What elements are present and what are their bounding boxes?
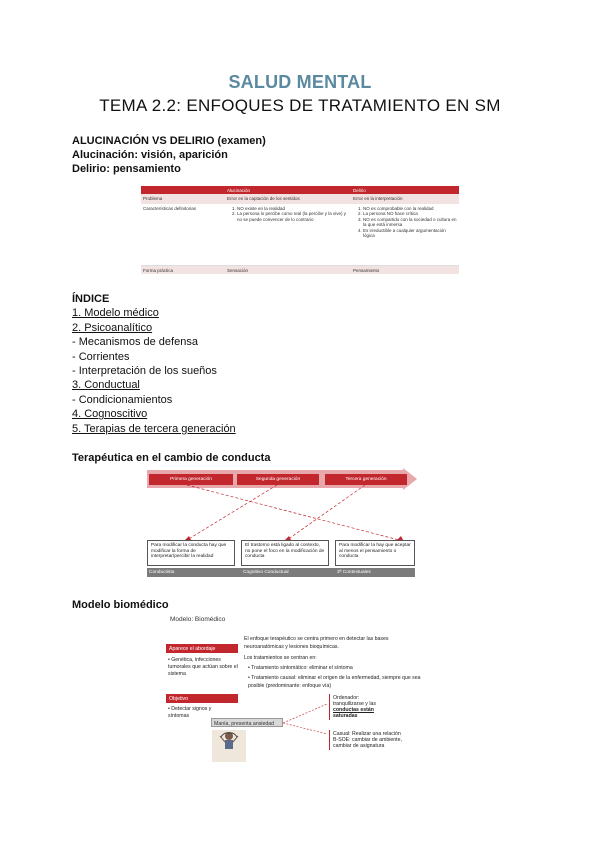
list-item: 4. Es irreductible a cualquier argumentación lógica [363, 228, 457, 239]
page-subtitle: TEMA 2.2: ENFOQUES DE TRATAMIENTO EN SM [99, 96, 501, 115]
table-cell: Error en la interpretación [353, 195, 403, 201]
table-cell: Problema [143, 195, 163, 201]
model-title: Modelo: Biomédico [170, 616, 226, 623]
table-cell: Error en la captación de los sentidos [227, 195, 300, 201]
bio-main-text: • Tratamiento sintomático: eliminar el síntoma [248, 665, 353, 671]
page-title: SALUD MENTAL [228, 72, 372, 92]
generation-footer-label: Conductista [149, 569, 175, 575]
generation-chip: Segunda generación [237, 474, 319, 485]
intro-line: Delirio: pensamiento [72, 163, 181, 175]
side-note-line: cambiar de asignatura [333, 743, 385, 749]
table-header-cell [141, 186, 225, 194]
bio-main-text: Los tratamientos se centran en: [244, 655, 317, 661]
list-item: 2. La persona NO hace crítica [363, 211, 457, 217]
index-subitem: - Interpretación de los sueños [72, 365, 217, 378]
bio-main-text: posible (predominante: enfoque vía) [248, 683, 332, 689]
table-cell: Forma práctica [143, 267, 174, 273]
index-link-behavioral[interactable]: 3. Conductual [72, 379, 140, 392]
table-cell: Pensamiento [353, 267, 380, 273]
list-item: 1. NO existe en la realidad [237, 206, 349, 212]
index-subitem: - Corrientes [72, 350, 130, 363]
table-cell: Sensación [227, 267, 249, 273]
generations-diagram [147, 468, 419, 580]
index-link-third-gen[interactable]: 5. Terapias de tercera generación [72, 422, 236, 435]
generation-footer-label: 3ª Contextuales [337, 569, 371, 575]
index-link-medical[interactable]: 1. Modelo médico [72, 307, 159, 320]
list-item: 2. La persona lo percibe como real (la percibe y la vive) y no se puede convencer de lo contrario [237, 211, 349, 222]
intro-line: Alucinación: visión, aparición [72, 149, 228, 161]
bio-left-text: • Detectar signos y síntomas [168, 706, 212, 720]
generation-footer-label: Cognitivo Conductual [243, 569, 289, 575]
index-link-psychoanalytic[interactable]: 2. Psicoanalítico [72, 321, 153, 334]
generation-box: Para modificar la hay que aceptar al menos el pensamiento o conducta [335, 540, 415, 566]
list-item: 1. NO es comprobable con la realidad [363, 206, 457, 212]
table-header-cell: Alucinación [225, 186, 351, 194]
bio-connector-lines [162, 612, 442, 762]
bio-main-text: El enfoque terapéutico se centra primero en detectar las bases [244, 636, 389, 642]
side-note-line: Ordenador: [333, 695, 360, 701]
bio-tag-box: Manía, presenta ansiedad [211, 718, 283, 727]
list-item: 3. NO es compartido con la sociedad o cultura en la que está inmersa [363, 217, 457, 228]
intro-block [72, 134, 266, 176]
index-heading: ÍNDICE [72, 293, 110, 305]
table-cell [351, 204, 459, 240]
table-cell: Características definitorias [143, 205, 197, 211]
section-heading-bio: Modelo biomédico [72, 599, 169, 611]
bio-red-bar: Objetivo [166, 694, 238, 703]
generation-chip: Primera generación [149, 474, 233, 485]
table-cell [225, 204, 351, 224]
generation-box: El trastorno está ligado al contexto, no pone el foco en la modificación de conducta [241, 540, 329, 566]
stressed-person-illustration [212, 730, 246, 762]
generation-chip: Tercera generación [325, 474, 407, 485]
biomedical-model-figure [162, 612, 442, 750]
generation-box: Para modificar la conducta hay que modificar la forma de interpretar/percibir la realidad [147, 540, 235, 566]
person-icon [212, 730, 246, 750]
bio-main-text: neuroanatómicas y lesiones bioquímicas. [244, 644, 339, 650]
intro-line: ALUCINACIÓN VS DELIRIO (examen) [72, 135, 266, 147]
table-header-cell: Delirio [351, 186, 459, 194]
index-section [72, 292, 236, 436]
side-note-line: B-SOE: cambiar de ambiente, [333, 737, 402, 743]
bio-red-bar: Aparece el abordaje [166, 644, 238, 653]
side-note-line: saturadas [333, 713, 358, 719]
index-subitem: - Mecanismos de defensa [72, 336, 198, 349]
side-note-line: tranquilizarse y las [333, 701, 376, 707]
index-subitem: - Condicionamientos [72, 393, 173, 406]
table-row [141, 266, 459, 274]
comparison-table [141, 186, 459, 274]
section-heading-therapy: Terapéutica en el cambio de conducta [72, 452, 271, 464]
side-note-line: conductas están [333, 707, 374, 713]
table-row [141, 204, 459, 266]
table-row [141, 194, 459, 204]
bio-main-text: • Tratamiento causal: eliminar el origen de la enfermedad, siempre que sea [248, 675, 421, 681]
side-note-line: Casual: Realizar una relación [333, 731, 401, 737]
index-link-cognitive[interactable]: 4. Cognoscitivo [72, 408, 148, 421]
bio-left-text: • Genética, infecciones tumorales que actúan sobre el sistema [168, 657, 238, 678]
